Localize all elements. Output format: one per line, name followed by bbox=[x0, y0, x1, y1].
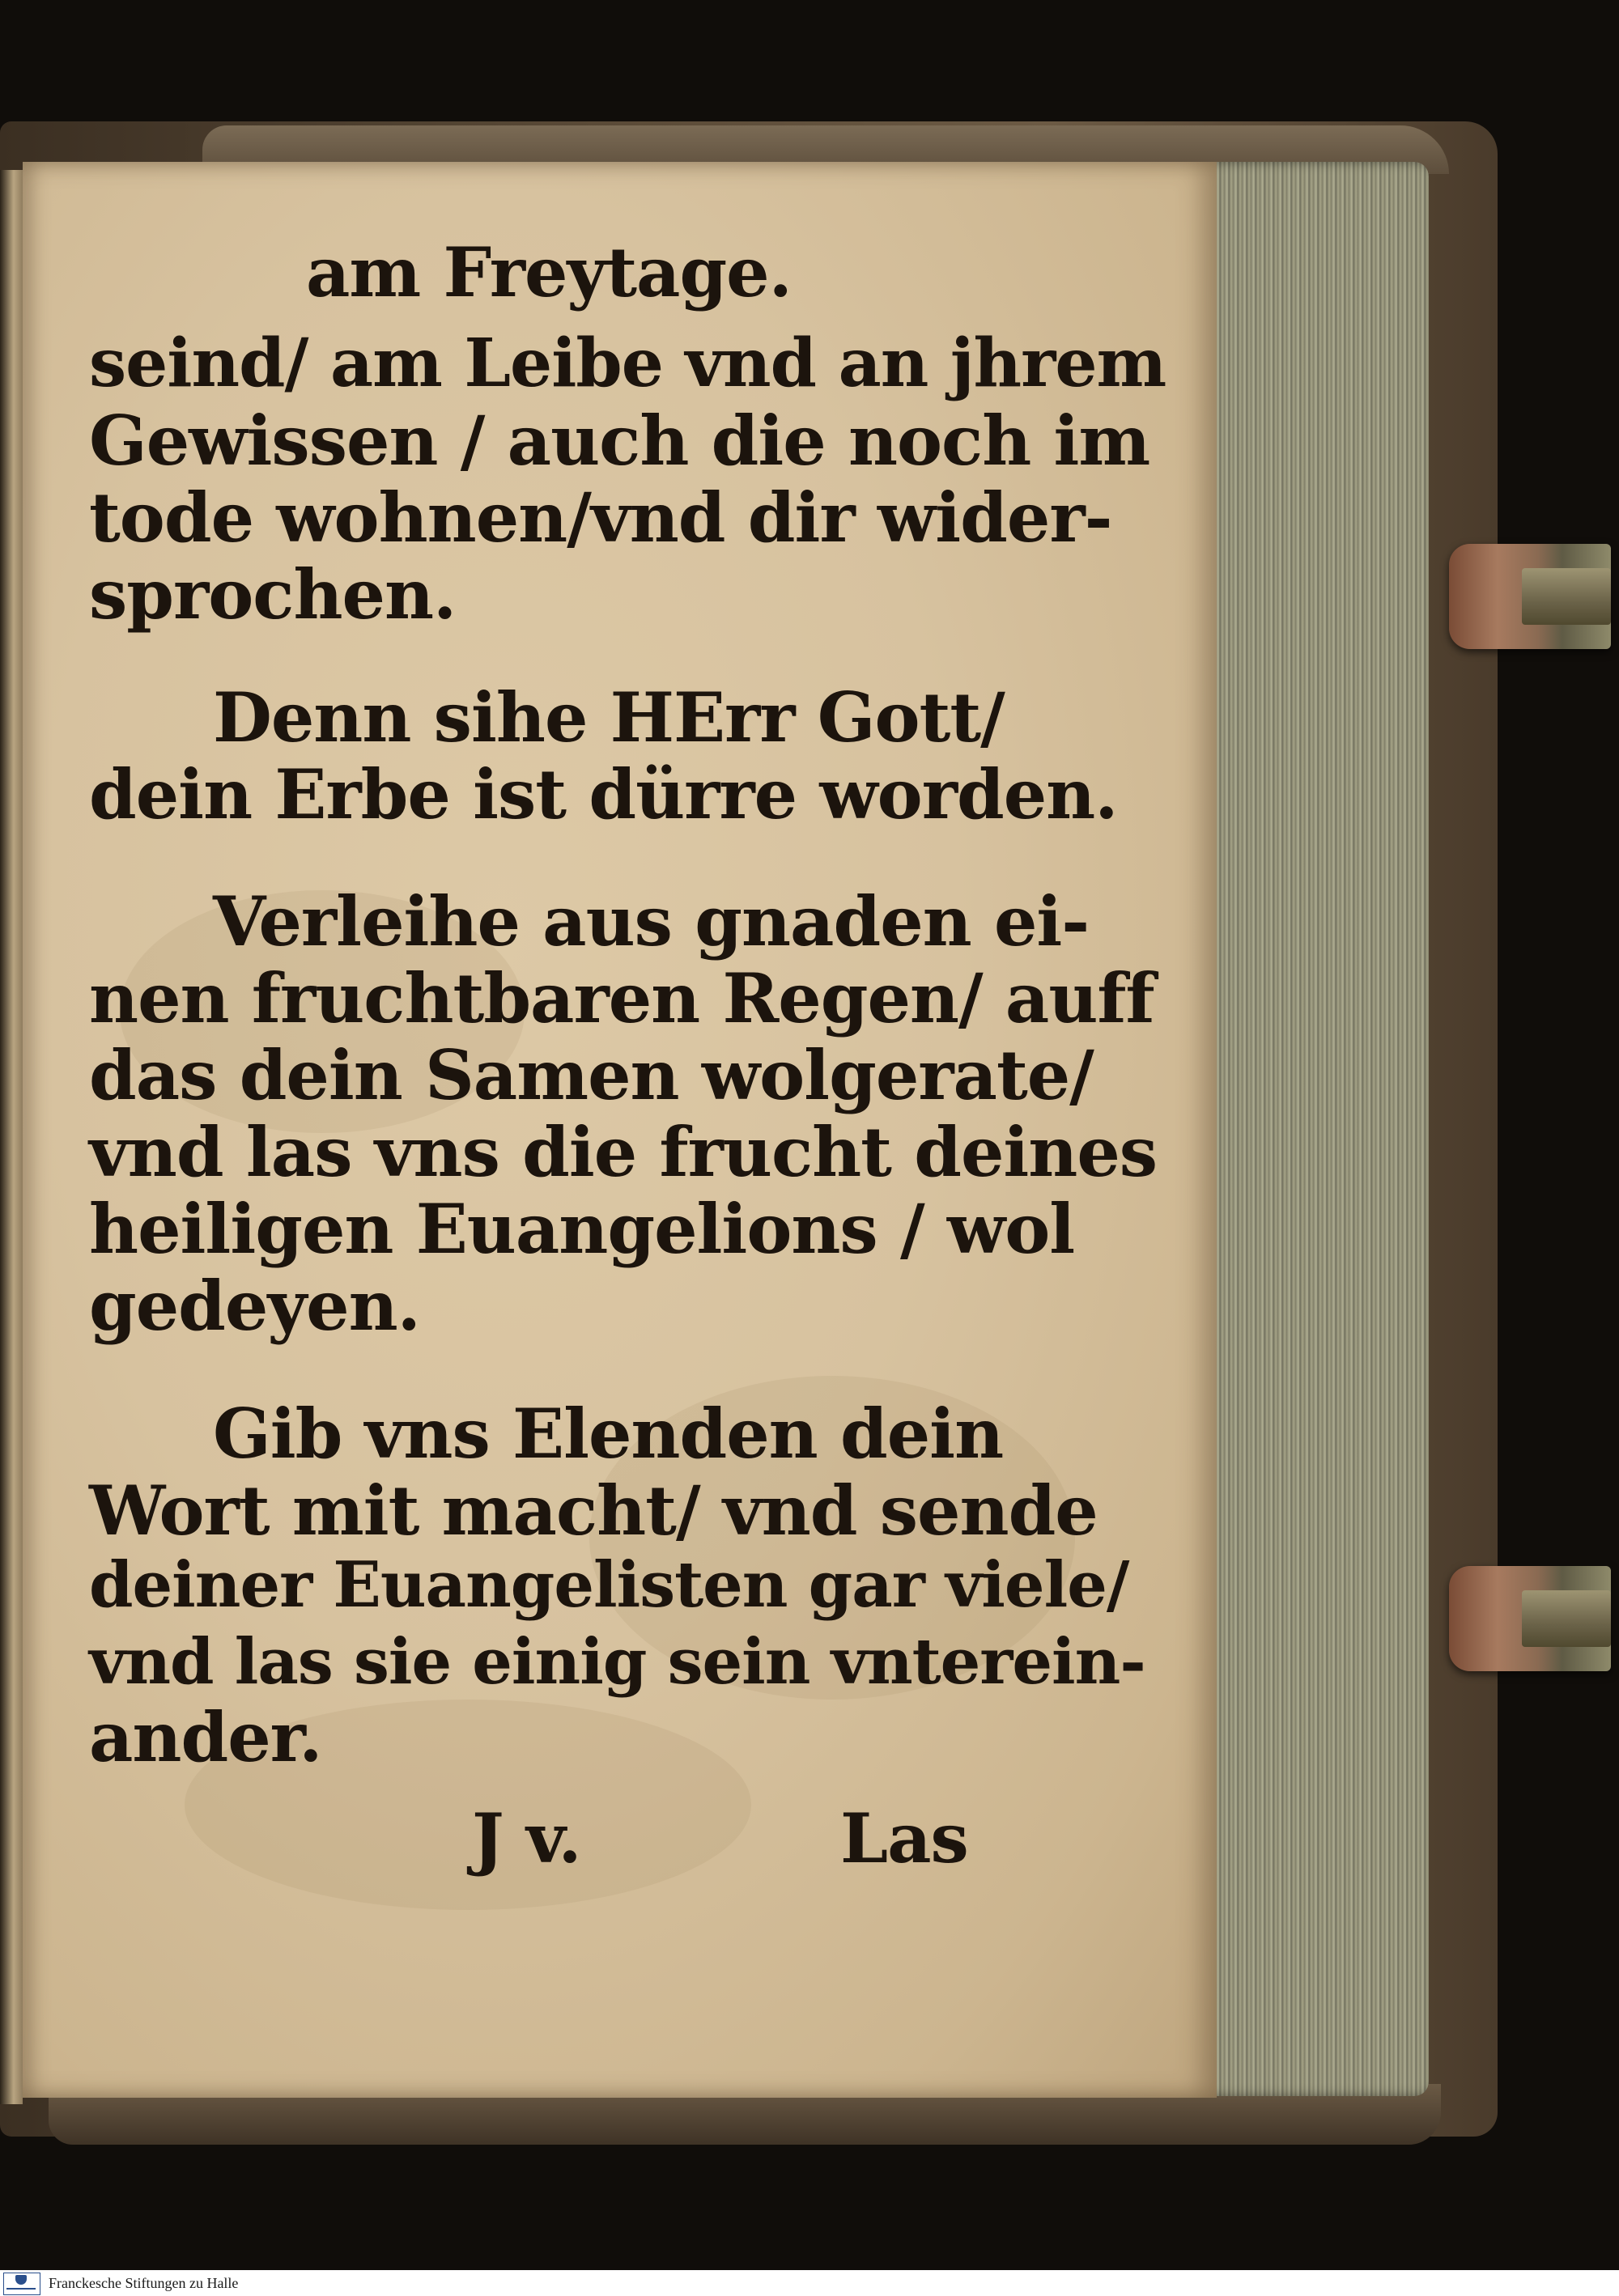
text-line: das dein Samen wolgerate/ bbox=[89, 1035, 1094, 1115]
text-line: Gib vns Elenden dein bbox=[213, 1394, 1004, 1474]
upper-clasp bbox=[1449, 544, 1611, 649]
lower-clasp bbox=[1449, 1566, 1611, 1671]
text-line: dein Erbe ist dürre worden. bbox=[89, 754, 1118, 834]
text-line: vnd las sie einig sein vnterein- bbox=[89, 1625, 1145, 1699]
text-line: sprochen. bbox=[89, 554, 457, 634]
text-line: deiner Euangelisten gar viele/ bbox=[89, 1548, 1129, 1622]
institution-logo bbox=[3, 2273, 40, 2295]
facing-page-edge bbox=[0, 170, 23, 2104]
text-line: Wort mit macht/ vnd sende bbox=[89, 1471, 1098, 1551]
catchword: Las bbox=[840, 1798, 968, 1878]
text-line: ander. bbox=[89, 1697, 322, 1777]
text-line: vnd las vns die frucht deines bbox=[89, 1112, 1158, 1192]
text-line: tode wohnen/vnd dir wider- bbox=[89, 477, 1112, 558]
text-line: Gewissen / auch die noch im bbox=[89, 401, 1150, 481]
page-fore-edges bbox=[1198, 162, 1429, 2096]
text-line: seind/ am Leibe vnd an jhrem bbox=[89, 325, 1166, 402]
text-line: nen fruchtbaren Regen/ auff bbox=[89, 958, 1154, 1038]
text-line: heiligen Euangelions / wol bbox=[89, 1189, 1075, 1269]
text-line: Denn sihe HErr Gott/ bbox=[213, 677, 1005, 758]
text-line: gedeyen. bbox=[89, 1266, 420, 1346]
text-line: Verleihe aus gnaden ei- bbox=[213, 881, 1090, 961]
signature-mark: J v. bbox=[472, 1798, 581, 1878]
institution-name: Franckesche Stiftungen zu Halle bbox=[49, 2275, 239, 2291]
book-page bbox=[23, 162, 1217, 2098]
running-head: am Freytage. bbox=[306, 232, 792, 312]
footer-bar bbox=[0, 2270, 1619, 2296]
